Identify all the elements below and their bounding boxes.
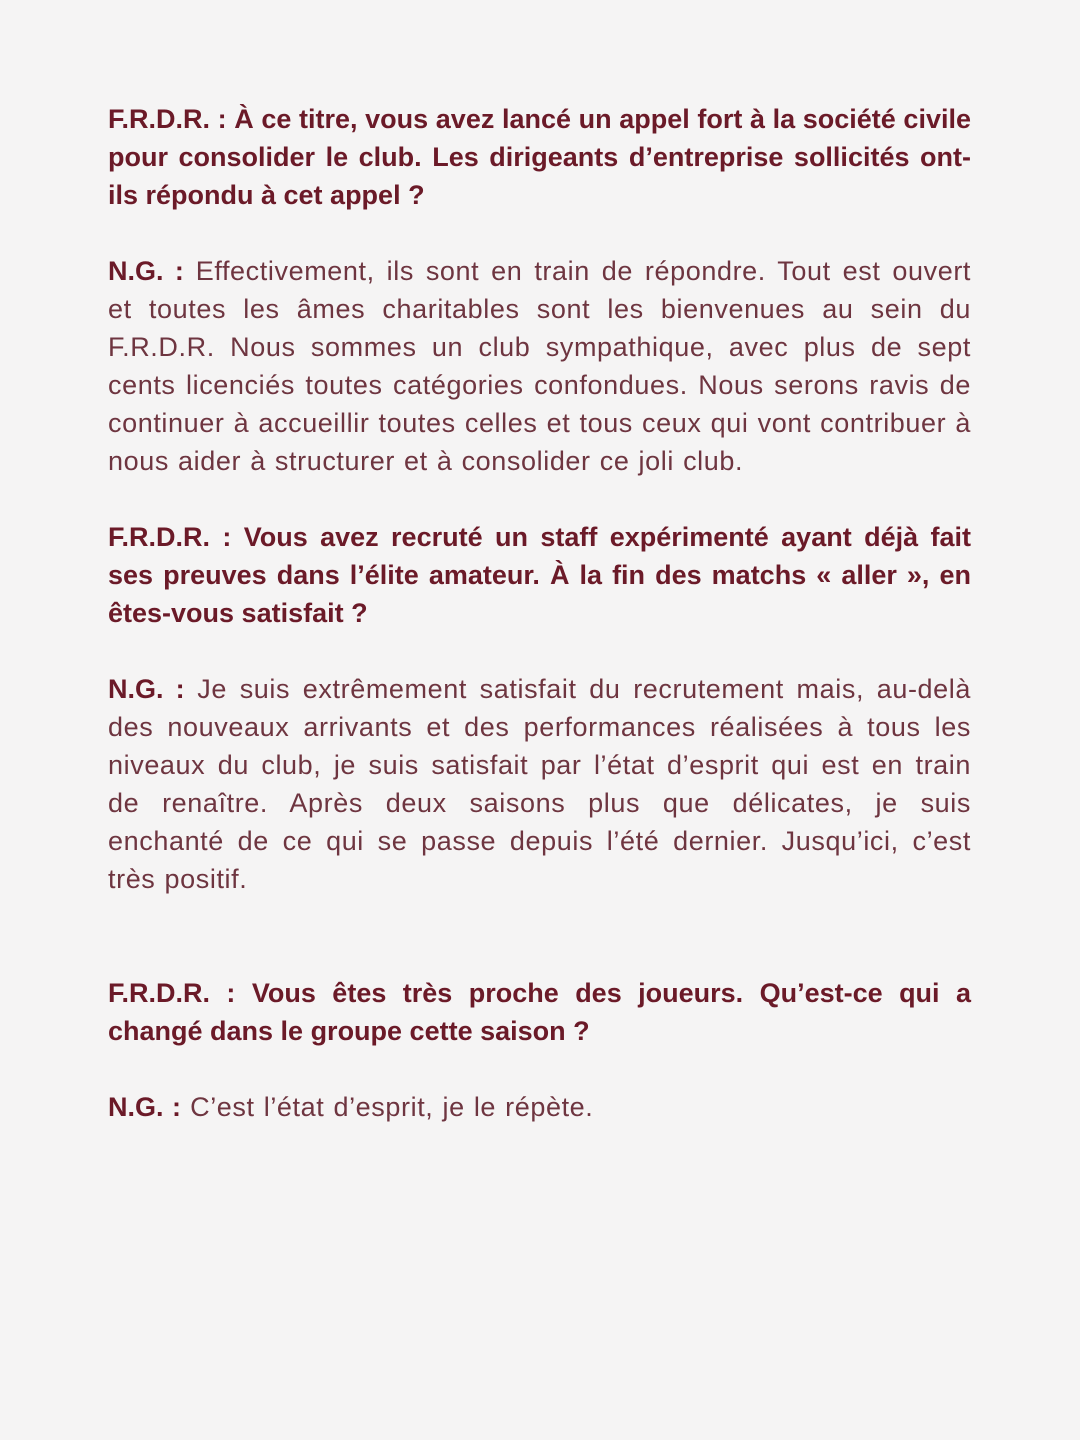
paragraph-spacer [108, 898, 971, 974]
answer-text: C’est l’état d’esprit, je le répète. [190, 1092, 594, 1122]
speaker-label: F.R.D.R. : [108, 104, 227, 134]
paragraph-spacer [108, 1050, 971, 1088]
speaker-label: N.G. : [108, 674, 185, 704]
paragraph-spacer [108, 632, 971, 670]
speaker-label: N.G. : [108, 1092, 181, 1122]
question-text: Vous avez recruté un staff expérimenté ayant déjà fait ses preuves dans l’élite amateur. À la fin des matchs « aller », en êtes-vous satisfait ? [108, 522, 971, 628]
speaker-label: F.R.D.R. : [108, 978, 236, 1008]
question-paragraph [108, 100, 971, 214]
speaker-label: F.R.D.R. : [108, 522, 232, 552]
question-paragraph [108, 518, 971, 632]
paragraph-spacer [108, 214, 971, 252]
question-text: Vous êtes très proche des joueurs. Qu’est-ce qui a changé dans le groupe cette saison ? [108, 978, 971, 1046]
answer-paragraph [108, 670, 971, 898]
speaker-label: N.G. : [108, 256, 184, 286]
answer-paragraph [108, 252, 971, 480]
question-text: À ce titre, vous avez lancé un appel fort à la société civile pour consolider le club. Les dirigeants d’entreprise sollicités ont-ils répondu à cet appel ? [108, 104, 971, 210]
question-paragraph [108, 974, 971, 1050]
answer-paragraph [108, 1088, 971, 1126]
interview-page [108, 100, 971, 1126]
answer-text: Je suis extrêmement satisfait du recrutement mais, au-delà des nouveaux arrivants et des performances réalisées à tous les niveaux du club, je suis satisfait par l’état d’esprit qui est en train de renaître. Après deux saisons plus que délicates, je suis enchanté de ce qui se passe depuis l’été dernier. Jusqu’ici, c’est très positif. [108, 674, 972, 894]
answer-text: Effectivement, ils sont en train de répondre. Tout est ouvert et toutes les âmes charitables sont les bienvenues au sein du F.R.D.R. Nous sommes un club sympathique, avec plus de sept cents licenciés toutes catégories confondues. Nous serons ravis de continuer à accueillir toutes celles et tous ceux qui vont contribuer à nous aider à structurer et à consolider ce joli club. [108, 256, 972, 476]
paragraph-spacer [108, 480, 971, 518]
